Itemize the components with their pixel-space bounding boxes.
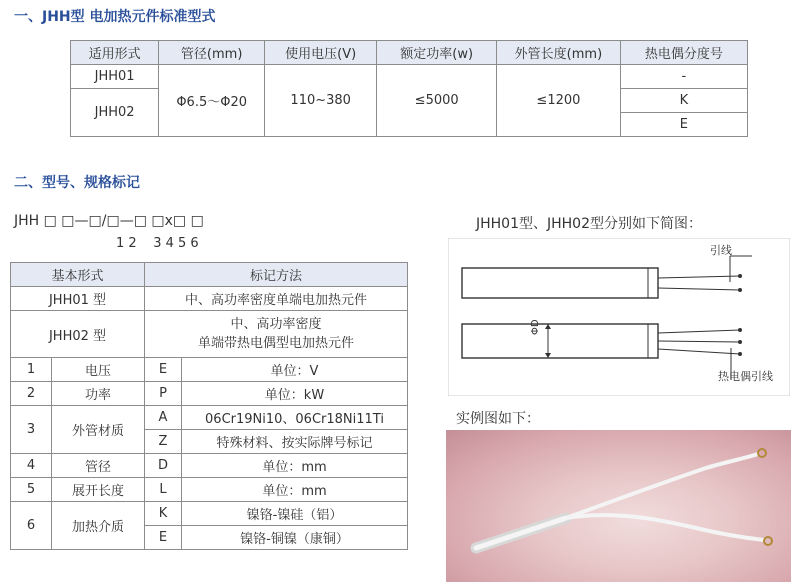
param-no: 2: [11, 382, 52, 406]
param-code: K: [145, 502, 182, 526]
param-code: E: [145, 526, 182, 550]
voltage-value: 110~380: [265, 65, 377, 137]
param-name: 外管材质: [52, 406, 145, 454]
thermocouple-none: -: [620, 65, 747, 89]
section1-title: 一、JHH型 电加热元件标准型式: [14, 9, 216, 25]
param-desc: 镍铬-镍硅（铝）: [182, 502, 408, 526]
param-no: 5: [11, 478, 52, 502]
form-jhh02: JHH02 型: [11, 311, 145, 358]
param-no: 3: [11, 406, 52, 454]
method-jhh02-line1: 中、高功率密度: [230, 317, 322, 332]
param-name: 展开长度: [52, 478, 145, 502]
param-desc: 镍铬-铜镍（康铜）: [182, 526, 408, 550]
standard-spec-table: [70, 40, 748, 137]
param-desc: 单位：mm: [182, 454, 408, 478]
param-desc: 特殊材料、按实际牌号标记: [182, 430, 408, 454]
param-code: P: [145, 382, 182, 406]
param-name: 功率: [52, 382, 145, 406]
param-name: 管径: [52, 454, 145, 478]
header-form: 适用形式: [71, 41, 159, 65]
diagram-caption: JHH01型、JHH02型分别如下简图：: [476, 216, 702, 232]
method-jhh02: [145, 311, 408, 358]
thermocouple-lead-label: 热电偶引线: [718, 370, 773, 383]
thermocouple-e: E: [620, 113, 747, 137]
model-code-positions: 1 2 3 4 5 6: [116, 236, 199, 251]
lead-label: 引线: [710, 244, 732, 257]
thermocouple-k: K: [620, 89, 747, 113]
param-no: 4: [11, 454, 52, 478]
method-jhh01: 中、高功率密度单端电加热元件: [145, 287, 408, 311]
param-desc: 单位：V: [182, 358, 408, 382]
header-thermocouple: 热电偶分度号: [620, 41, 747, 65]
param-desc: 06Cr19Ni10、06Cr18Ni11Ti: [182, 406, 408, 430]
marking-method-table: [10, 262, 408, 550]
param-no: 6: [11, 502, 52, 550]
diameter-value: Φ6.5～Φ20: [159, 65, 265, 137]
header-marking-method: 标记方法: [145, 263, 408, 287]
model-jhh02: JHH02: [71, 89, 159, 137]
param-desc: 单位：kW: [182, 382, 408, 406]
header-basic-form: 基本形式: [11, 263, 145, 287]
param-name: 加热介质: [52, 502, 145, 550]
method-jhh02-line2: 单端带热电偶型电加热元件: [197, 336, 354, 351]
param-code: L: [145, 478, 182, 502]
model-code-format: JHH □ □—□/□—□ □x□ □: [14, 213, 204, 229]
header-length: 外管长度(mm): [497, 41, 621, 65]
element-diagram: [448, 238, 790, 396]
param-no: 1: [11, 358, 52, 382]
header-voltage: 使用电压(V): [265, 41, 377, 65]
model-jhh01: JHH01: [71, 65, 159, 89]
section2-title: 二、型号、规格标记: [14, 175, 140, 191]
param-code: A: [145, 406, 182, 430]
example-photo: [446, 430, 791, 582]
param-desc: 单位：mm: [182, 478, 408, 502]
header-power: 额定功率(w): [377, 41, 497, 65]
param-name: 电压: [52, 358, 145, 382]
length-value: ≤1200: [497, 65, 621, 137]
param-code: D: [145, 454, 182, 478]
power-value: ≤5000: [377, 65, 497, 137]
photo-caption: 实例图如下：: [456, 411, 540, 427]
header-diameter: 管径(mm): [159, 41, 265, 65]
example-photo-svg: [446, 430, 791, 582]
param-code: Z: [145, 430, 182, 454]
param-code: E: [145, 358, 182, 382]
form-jhh01: JHH01 型: [11, 287, 145, 311]
diameter-label: ΦD: [530, 319, 541, 335]
